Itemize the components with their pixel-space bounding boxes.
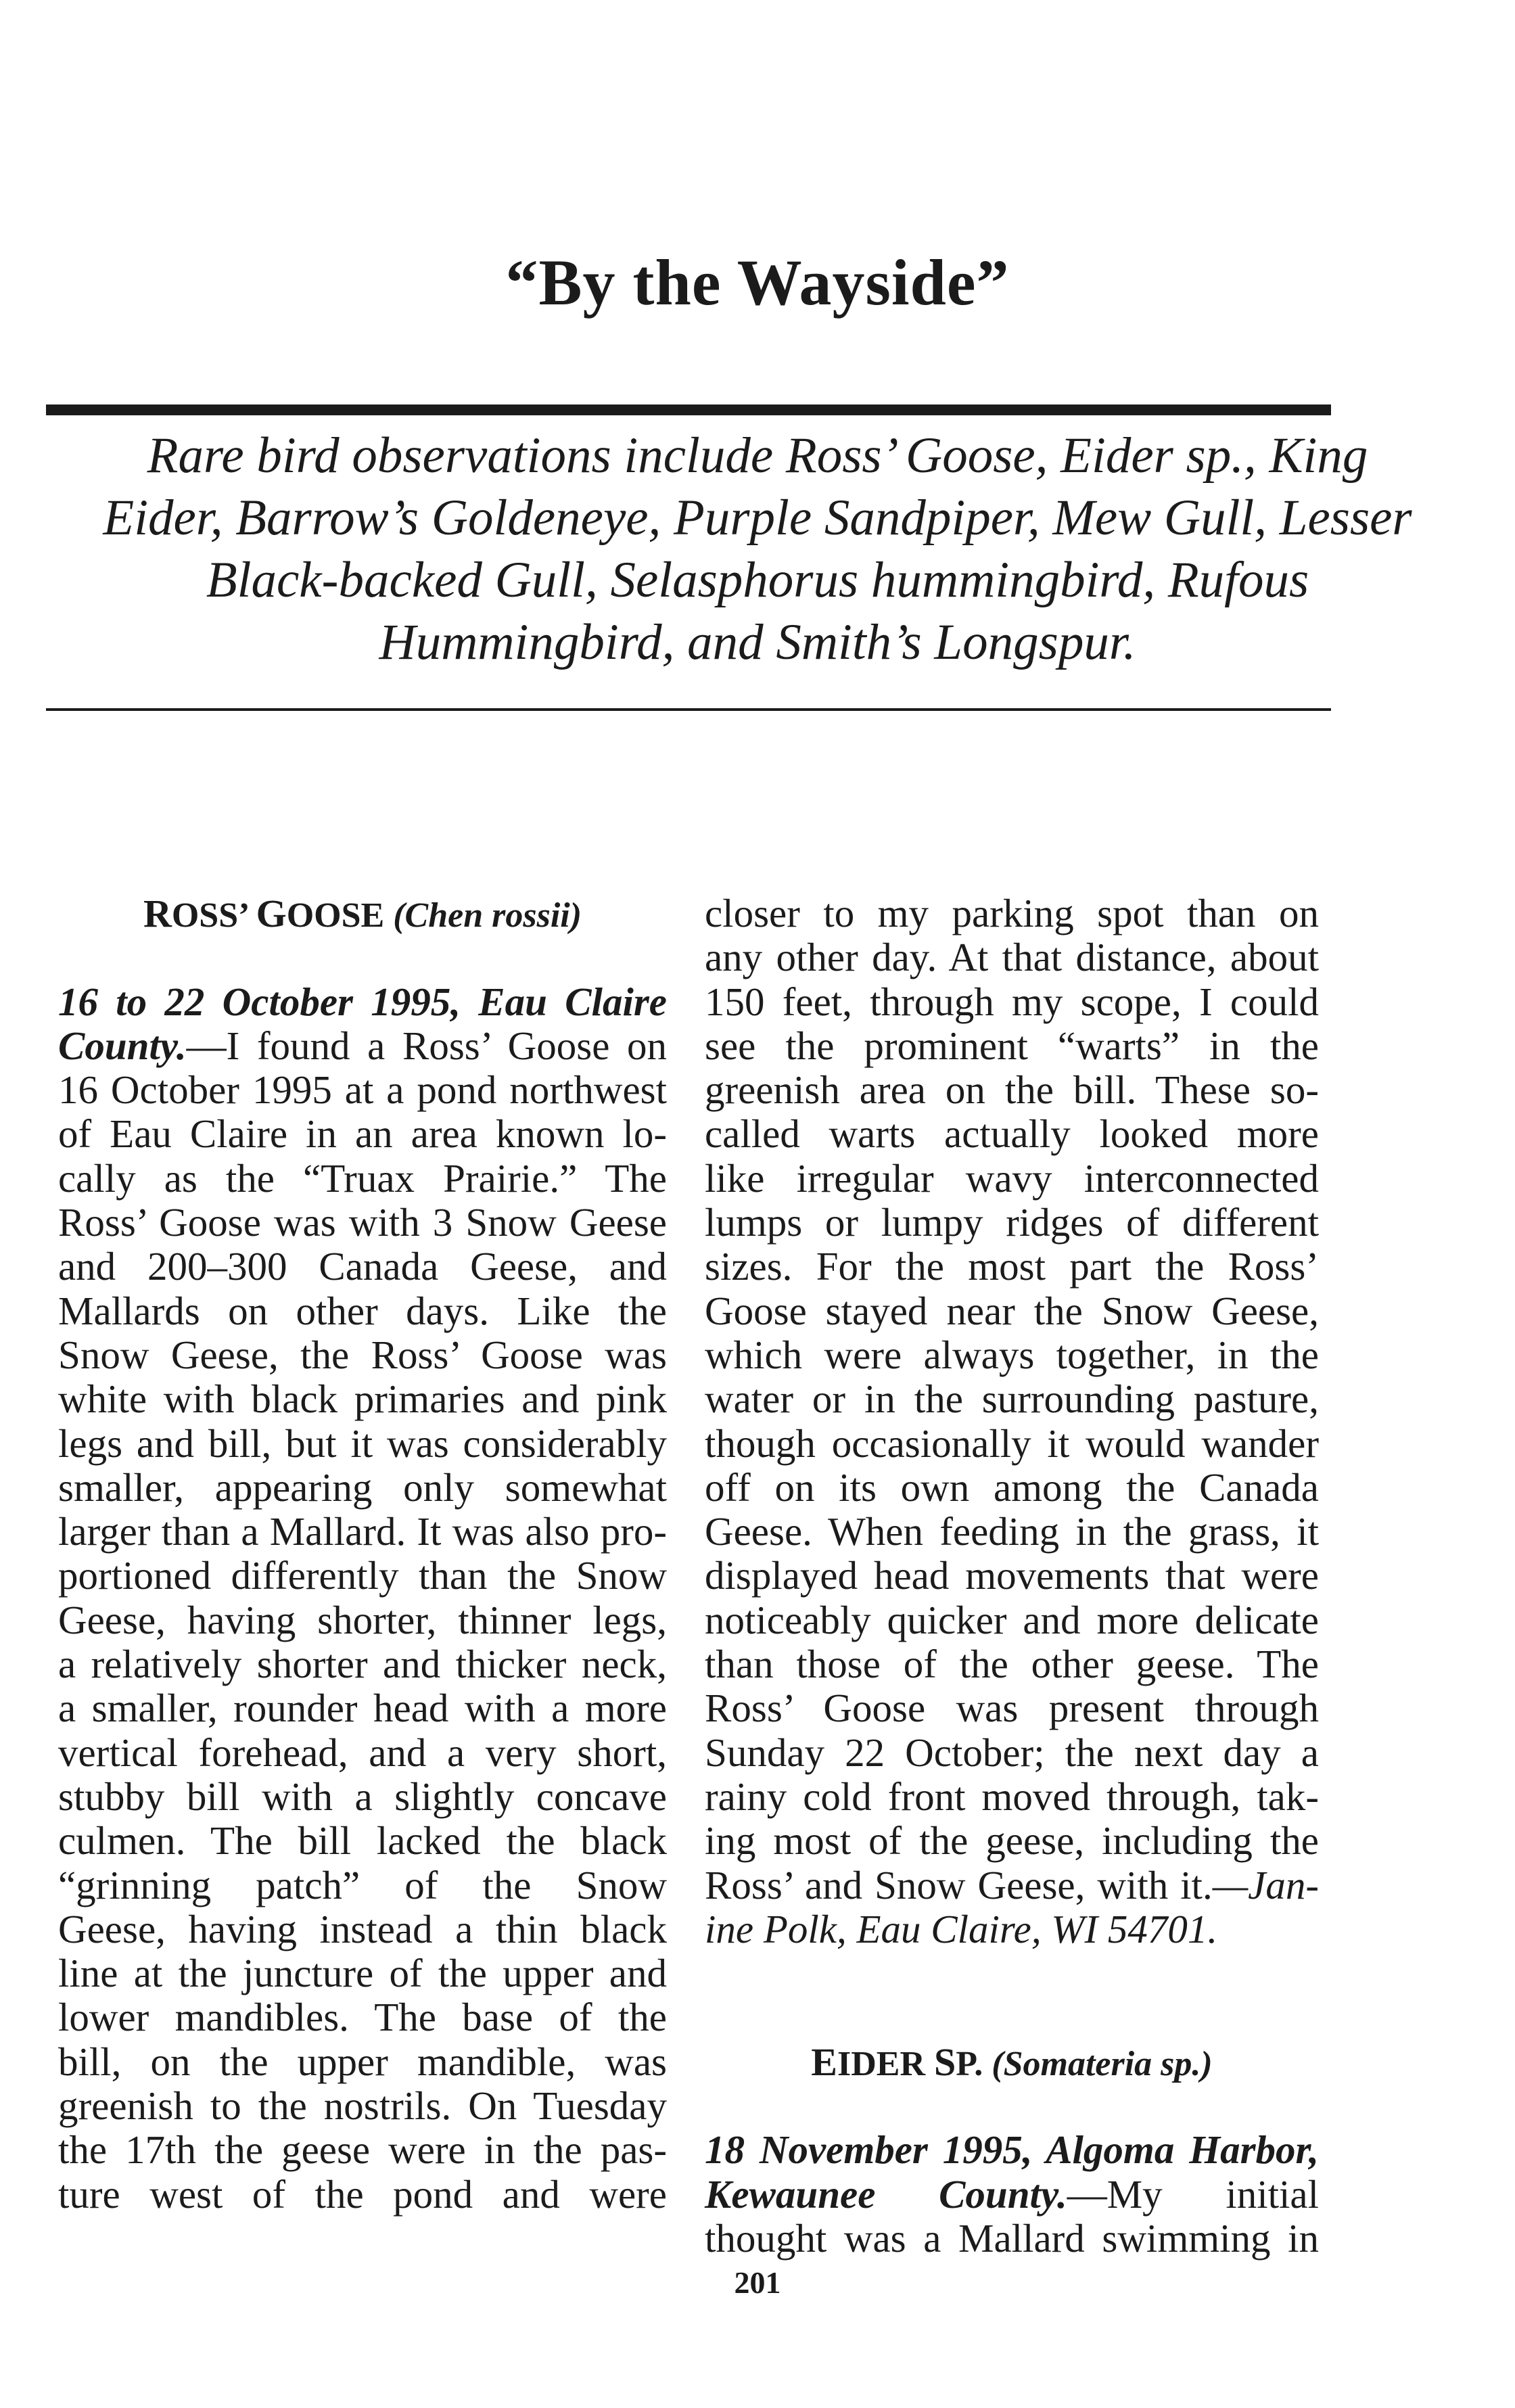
body-line: white with black primaries and pink — [58, 1376, 667, 1422]
body-line: closer to my parking spot than on — [705, 891, 1319, 935]
body-line: of Eau Claire in an area known lo- — [58, 1111, 667, 1157]
body-line: “grinning patch” of the Snow — [58, 1862, 667, 1907]
deck-line: Rare bird observations include Ross’ Goose, Eider sp., King — [147, 427, 1368, 484]
body-line: cally as the “Truax Prairie.” The — [58, 1155, 667, 1201]
body-line: than those of the other geese. The — [705, 1642, 1319, 1687]
body-line: Kewaunee County.—My initial — [705, 2171, 1319, 2217]
section-heading-eider: EIDER SP. (Somateria sp.) — [811, 2039, 1213, 2084]
body-line: Ross’ Goose was with 3 Snow Geese — [58, 1200, 667, 1245]
body-line: displayed head movements that were — [705, 1553, 1319, 1598]
section-heading-ross-goose: ROSS’ GOOSE (Chen rossii) — [143, 892, 582, 935]
dateline: 18 November 1995, Algoma Harbor, — [705, 2127, 1319, 2173]
body-line: stubby bill with a slightly concave — [58, 1774, 667, 1819]
deck-line: Hummingbird, and Smith’s Longspur. — [379, 614, 1136, 670]
body-line: Snow Geese, the Ross’ Goose was — [58, 1332, 667, 1377]
body-line: bill, on the upper mandible, was — [58, 2039, 667, 2084]
body-line: Geese, having instead a thin black — [58, 1906, 667, 1951]
body-line: Mallards on other days. Like the — [58, 1288, 667, 1333]
body-line: off on its own among the Canada — [705, 1464, 1319, 1510]
body-line: greenish to the nostrils. On Tuesday — [58, 2083, 667, 2129]
article-deck — [0, 425, 1515, 674]
deck-line: Eider, Barrow’s Goldeneye, Purple Sandpiper, Mew Gull, Lesser — [103, 490, 1412, 546]
body-line: the 17th the geese were in the pas- — [58, 2127, 667, 2173]
body-line: 150 feet, through my scope, I could — [705, 979, 1319, 1024]
body-line: though occasionally it would wander — [705, 1420, 1319, 1466]
body-line: Geese. When feeding in the grass, it — [705, 1509, 1319, 1554]
article-title: “By the Wayside” — [505, 246, 1010, 319]
body-line: greenish area on the bill. These so- — [705, 1067, 1319, 1113]
body-line: Ross’ Goose was present through — [705, 1686, 1319, 1731]
body-line: smaller, appearing only somewhat — [58, 1464, 667, 1510]
body-line: any other day. At that distance, about — [705, 935, 1319, 980]
body-line: ing most of the geese, including the — [705, 1818, 1319, 1863]
deck-rule-thin — [46, 708, 1331, 711]
body-line: legs and bill, but it was considerably — [58, 1420, 667, 1466]
body-line: Geese, having shorter, thinner legs, — [58, 1597, 667, 1642]
body-line: see the prominent “warts” in the — [705, 1023, 1319, 1068]
body-line: Goose stayed near the Snow Geese, — [705, 1288, 1319, 1333]
body-line: larger than a Mallard. It was also pro- — [58, 1509, 667, 1554]
body-line: thought was a Mallard swimming in — [705, 2215, 1319, 2261]
body-line: and 200–300 Canada Geese, and — [58, 1244, 667, 1289]
title-rule-thick — [46, 404, 1331, 415]
body-line: County.—I found a Ross’ Goose on — [58, 1023, 667, 1068]
body-line: culmen. The bill lacked the black — [58, 1818, 667, 1863]
body-line: ture west of the pond and were — [58, 2171, 667, 2217]
dateline: 16 to 22 October 1995, Eau Claire — [58, 979, 667, 1024]
body-line: like irregular wavy interconnected — [705, 1155, 1319, 1201]
deck-line: Black-backed Gull, Selasphorus hummingbird, Rufous — [206, 552, 1309, 608]
body-line: portioned differently than the Snow — [58, 1553, 667, 1598]
body-line: Ross’ and Snow Geese, with it.—Jan- — [705, 1862, 1319, 1907]
body-line: Sunday 22 October; the next day a — [705, 1730, 1319, 1775]
body-line: called warts actually looked more — [705, 1111, 1319, 1157]
body-line: rainy cold front moved through, tak- — [705, 1774, 1319, 1819]
body-line: a relatively shorter and thicker neck, — [58, 1642, 667, 1687]
body-line: lower mandibles. The base of the — [58, 1995, 667, 2040]
body-line: lumps or lumpy ridges of different — [705, 1200, 1319, 1245]
body-line: 16 October 1995 at a pond northwest — [58, 1067, 667, 1113]
body-line: noticeably quicker and more delicate — [705, 1597, 1319, 1642]
body-line: sizes. For the most part the Ross’ — [705, 1244, 1319, 1289]
body-line: which were always together, in the — [705, 1332, 1319, 1377]
body-line: line at the juncture of the upper and — [58, 1951, 667, 1996]
author-signature: —Jan- — [1212, 1862, 1319, 1907]
author-signature-line: ine Polk, Eau Claire, WI 54701. — [705, 1906, 1218, 1951]
body-line: vertical forehead, and a very short, — [58, 1730, 667, 1775]
body-line: water or in the surrounding pasture, — [705, 1376, 1319, 1422]
left-column — [58, 892, 667, 2217]
body-line: a smaller, rounder head with a more — [58, 1686, 667, 1731]
right-column — [705, 892, 1319, 2261]
page-number: 201 — [734, 2265, 781, 2300]
